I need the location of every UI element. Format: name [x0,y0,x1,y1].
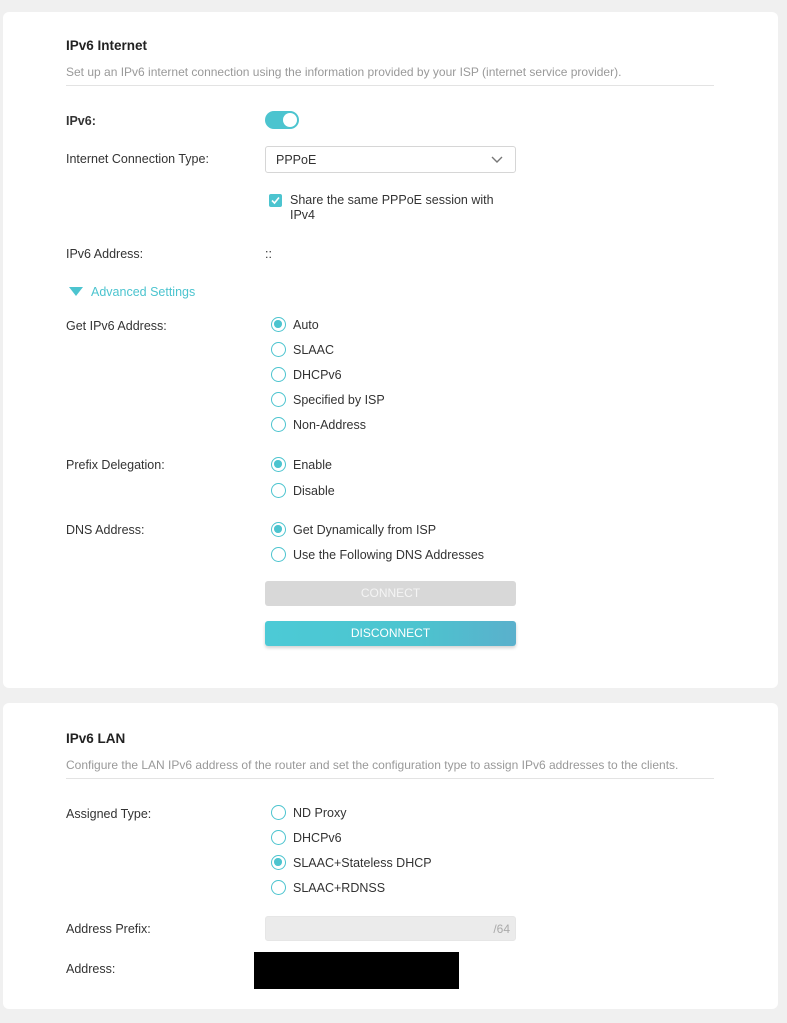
prefix-delegation-label: Prefix Delegation: [66,458,165,472]
share-session-checkbox[interactable] [269,194,282,207]
address-label: Address: [66,962,116,976]
assigned-type-label: Assigned Type: [66,807,152,821]
radio-button[interactable] [271,342,286,357]
ipv6-internet-description: Set up an IPv6 internet connection using the information provided by your ISP (internet service provider). [66,65,622,79]
connection-type-value: PPPoE [276,153,317,167]
radio-button[interactable] [271,483,286,498]
get-ipv6-address-option-label: SLAAC [293,343,334,357]
chevron-down-icon [491,156,503,164]
ipv6-lan-description: Configure the LAN IPv6 address of the router and set the configuration type to assign IPv6 addresses to the clients. [66,758,679,772]
ipv6-internet-panel [3,12,778,688]
get-ipv6-address-option-label: DHCPv6 [293,368,342,382]
get-ipv6-address-label: Get IPv6 Address: [66,319,167,333]
prefix-delegation-option-label: Enable [293,458,332,472]
dns-address-option-label: Get Dynamically from ISP [293,523,437,537]
address-prefix-input[interactable] [265,916,516,941]
radio-button[interactable] [271,855,286,870]
connect-button[interactable]: CONNECT [265,581,516,606]
radio-button[interactable] [271,367,286,382]
checkmark-icon [271,196,280,205]
disconnect-button[interactable]: DISCONNECT [265,621,516,646]
share-session-label-line1: Share the same PPPoE session with [290,193,494,207]
share-session-label-line2: IPv4 [290,208,316,222]
radio-button[interactable] [271,805,286,820]
toggle-knob [283,113,297,127]
ipv6-internet-title: IPv6 Internet [66,38,148,53]
ipv6-label: IPv6: [66,114,96,128]
radio-button[interactable] [271,417,286,432]
share-session-label[interactable] [290,193,494,223]
assigned-type-option-label: DHCPv6 [293,831,342,845]
radio-button[interactable] [271,392,286,407]
radio-button[interactable] [271,880,286,895]
get-ipv6-address-option-label: Specified by ISP [293,393,385,407]
prefix-delegation-option-label: Disable [293,484,335,498]
connection-type-select[interactable] [265,146,516,173]
assigned-type-option-label: ND Proxy [293,806,347,820]
redacted-address-value [254,952,459,989]
ipv6-lan-title: IPv6 LAN [66,731,126,746]
ipv6-lan-panel [3,703,778,1009]
dns-address-option-label: Use the Following DNS Addresses [293,548,485,562]
radio-button[interactable] [271,830,286,845]
get-ipv6-address-option-label: Non-Address [293,418,366,432]
dns-address-label: DNS Address: [66,523,145,537]
divider [66,85,714,86]
triangle-down-icon [69,287,83,297]
address-prefix-label: Address Prefix: [66,922,151,936]
radio-button[interactable] [271,317,286,332]
get-ipv6-address-option-label: Auto [293,318,319,332]
ipv6-toggle[interactable] [265,111,299,129]
ipv6-address-label: IPv6 Address: [66,247,144,261]
advanced-settings-label: Advanced Settings [91,285,196,299]
prefix-length-suffix: /64 [493,922,510,936]
radio-button[interactable] [271,547,286,562]
assigned-type-option-label: SLAAC+Stateless DHCP [293,856,432,870]
radio-button[interactable] [271,457,286,472]
connection-type-label: Internet Connection Type: [66,152,209,166]
ipv6-address-value: :: [265,247,272,261]
divider [66,778,714,779]
assigned-type-option-label: SLAAC+RDNSS [293,881,386,895]
radio-button[interactable] [271,522,286,537]
